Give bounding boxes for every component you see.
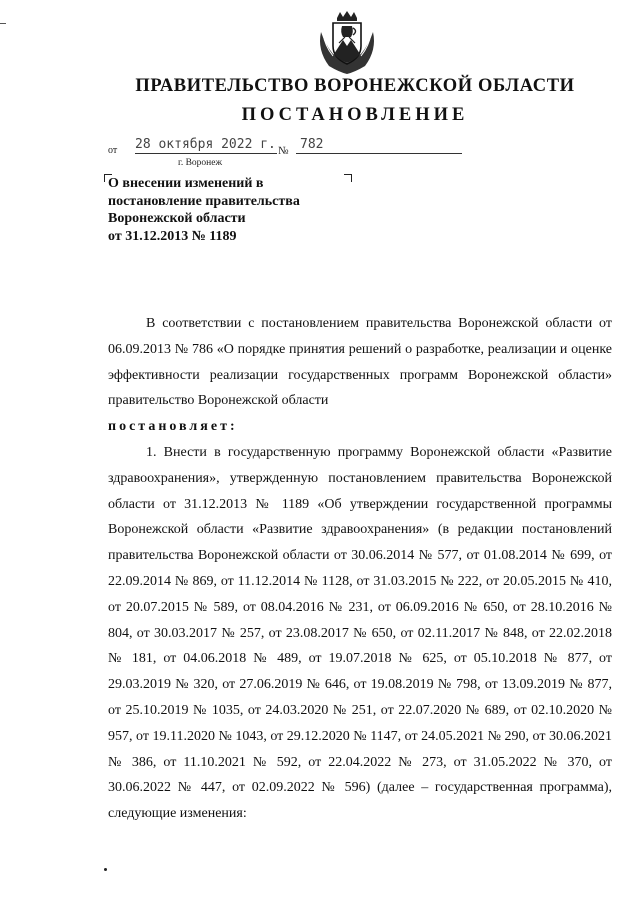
document-type: ПОСТАНОВЛЕНИЕ <box>241 105 469 125</box>
city-label: г. Воронеж <box>178 158 223 168</box>
scan-dot-mark <box>104 868 107 871</box>
preamble-paragraph: В соответствии с постановлением правительства Воронежской области от 06.09.2013 № 786 «О порядке принятия решений о разработке, реализации и оценке эффективности реализации государственных программ Воронежской области» правительство Воронежской области <box>108 316 612 409</box>
subject-line: Воронежской области <box>108 211 246 226</box>
subject-line: О внесении изменений в <box>108 176 264 191</box>
document-body <box>108 311 612 827</box>
subject-line: постановление правительства <box>108 193 300 209</box>
document-subject <box>108 175 348 245</box>
document-date: 28 октября 2022 г. <box>135 137 276 152</box>
document-number: 782 <box>296 137 462 154</box>
subject-line: от 31.12.2013 № 1189 <box>108 228 237 244</box>
decree-word: постановляет: <box>108 419 238 435</box>
scan-edge-mark <box>0 23 6 24</box>
number-prefix: № <box>278 145 289 157</box>
item-1-paragraph: 1. Внести в государственную программу Воронежской области «Развитие здравоохранения», утвержденную постановлением правительства Воронежской области от 31.12.2013 № 1189 «Об утверждении государственной программы Воронежской области «Развитие здравоохранения» (в редакции постановлений правительства Воронежской области от 30.06.2014 № 577, от 01.08.2014 № 699, от 22.09.2014 № 869, от 11.12.2014 № 1128, от 31.03.2015 № 222, от 20.05.2015 № 410, от 20.07.2015 № 589, от 08.04.2016 № 231, от 06.09.2016 № 650, от 28.10.2016 № 804, от 30.03.2017 № 257, от 23.08.2017 № 650, от 02.11.2017 № 848, от 22.02.2018 № 181, от 04.06.2018 № 489, от 19.07.2018 № 625, от 05.10.2018 № 877, от 29.03.2019 № 320, от 27.06.2019 № 646, от 19.08.2019 № 798, от 13.09.2019 № 877, от 25.10.2019 № 1035, от 24.03.2020 № 251, от 22.07.2020 № 689, от 02.10.2020 № 957, от 19.11.2020 № 1043, от 29.12.2020 № 1147, от 24.05.2021 № 290, от 30.06.2021 № 386, от 11.10.2021 № 592, от 22.04.2022 № 273, от 31.05.2022 № 370, от 30.06.2022 № 447, от 02.09.2022 № 596) (далее – государственная программа), следующие изменения: <box>108 444 612 822</box>
organization-title: ПРАВИТЕЛЬСТВО ВОРОНЕЖСКОЙ ОБЛАСТИ <box>135 76 575 96</box>
voronezh-coat-of-arms-icon <box>315 10 379 76</box>
date-prefix: от <box>108 145 118 156</box>
